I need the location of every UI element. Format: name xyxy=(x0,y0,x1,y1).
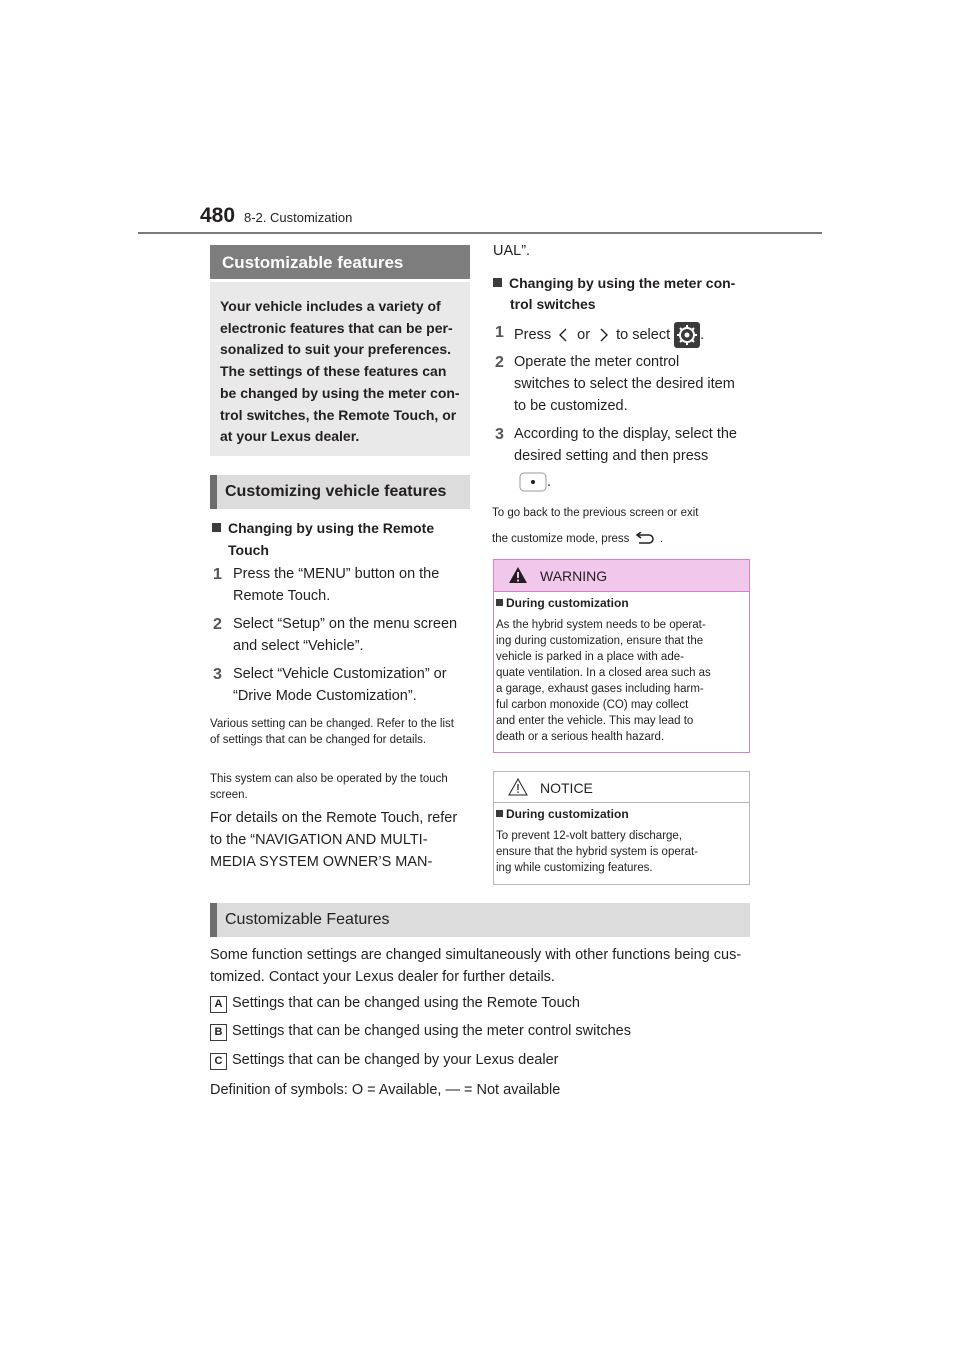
step-text: Select “Vehicle Customization” or xyxy=(233,666,447,682)
tag-c-text: Settings that can be changed by your Lexus dealer xyxy=(232,1052,559,1068)
tag-c: C xyxy=(210,1053,227,1070)
step-number: 2 xyxy=(213,616,222,633)
step-text: desired setting and then press xyxy=(514,448,709,464)
step-number: 1 xyxy=(213,566,222,583)
header-rule xyxy=(138,232,822,234)
step-text: Press or to select . xyxy=(514,322,704,348)
intro-text: Your vehicle includes a variety of electronic features that can be per-sonalized to suit your preferences. The settings of these features can be changed by using the meter con-trol switches, the Remote Touch, or at your Lexus dealer. xyxy=(220,298,460,445)
square-bullet-icon xyxy=(212,523,221,532)
remote-touch-heading: Changing by using the Remote xyxy=(212,517,434,539)
tag-b: B xyxy=(210,1024,227,1041)
note-text: This system can also be operated by the touch screen. xyxy=(210,773,448,801)
step-text: . xyxy=(519,472,551,494)
section-title: Customizable features xyxy=(210,245,470,279)
chevron-right-icon xyxy=(594,327,612,343)
meter-switch-heading-cont: trol switches xyxy=(510,296,596,312)
notice-label: NOTICE xyxy=(540,780,593,796)
symbol-definition: Definition of symbols: O = Available, — = Not available xyxy=(210,1082,561,1098)
step-text: Select “Setup” on the menu screen xyxy=(233,616,458,632)
square-bullet-icon xyxy=(496,599,503,606)
step-text: Remote Touch. xyxy=(233,588,331,604)
notice-triangle-icon xyxy=(508,778,528,796)
step-number: 1 xyxy=(495,324,504,341)
tag-b-text: Settings that can be changed using the meter control switches xyxy=(232,1023,631,1039)
notice-box xyxy=(493,771,750,885)
warning-label: WARNING xyxy=(540,568,608,584)
warning-header xyxy=(494,560,749,592)
step-text: According to the display, select the xyxy=(514,426,737,442)
warning-subheading: During customization xyxy=(496,596,629,610)
body-text: UAL”. xyxy=(493,243,531,259)
body-text: to the “NAVIGATION AND MULTI- xyxy=(210,832,428,848)
page-number: 480 xyxy=(200,204,236,227)
warning-triangle-icon xyxy=(508,566,528,584)
intro-box xyxy=(210,282,470,456)
subsection-title: Customizing vehicle features xyxy=(210,475,470,509)
note-text: To go back to the previous screen or exit xyxy=(492,507,699,519)
step-text: “Drive Mode Customization”. xyxy=(233,688,417,704)
step-text: and select “Vehicle”. xyxy=(233,638,364,654)
step-number: 2 xyxy=(495,354,504,371)
warning-box xyxy=(493,559,750,753)
note-text: the customize mode, press . xyxy=(492,533,664,545)
body-text: tomized. Contact your Lexus dealer for further details. xyxy=(210,969,555,985)
meter-switch-heading: Changing by using the meter con- xyxy=(493,272,735,294)
tag-a: A xyxy=(210,996,227,1013)
step-text: Press the “MENU” button on the xyxy=(233,566,440,582)
notice-text: To prevent 12-volt battery discharge, ensure that the hybrid system is operat- ing while customizing features. xyxy=(496,830,698,874)
body-text: MEDIA SYSTEM OWNER’S MAN- xyxy=(210,854,433,870)
body-text: Some function settings are changed simultaneously with other functions being cus- xyxy=(210,947,742,963)
step-text: to be customized. xyxy=(514,398,628,414)
square-bullet-icon xyxy=(493,278,502,287)
chevron-left-icon xyxy=(555,327,573,343)
customizable-features-title: Customizable Features xyxy=(210,903,750,937)
step-number: 3 xyxy=(495,426,504,443)
tag-a-text: Settings that can be changed using the Remote Touch xyxy=(232,995,580,1011)
square-bullet-icon xyxy=(496,810,503,817)
step-text: switches to select the desired item xyxy=(514,376,735,392)
body-text: For details on the Remote Touch, refer xyxy=(210,810,458,826)
gear-icon xyxy=(674,322,700,348)
notice-subheading: During customization xyxy=(496,807,629,821)
step-text: Operate the meter control xyxy=(514,354,680,370)
remote-touch-heading-cont: Touch xyxy=(228,542,269,558)
note-text: Various setting can be changed. Refer to the list of settings that can be changed for details. xyxy=(210,718,454,746)
step-number: 3 xyxy=(213,666,222,683)
warning-text: As the hybrid system needs to be operat- ing during customization, ensure that the vehicle is parked in a place with ade- quate ventilation. In a closed area such as a garage, exhaust gases including harm- ful carbon monoxide (CO) may collect and enter the vehicle. This may lead to death or a serious health hazard. xyxy=(496,619,711,743)
back-arrow-icon xyxy=(633,532,657,546)
notice-header xyxy=(494,772,749,803)
section-reference: 8-2. Customization xyxy=(244,210,353,225)
enter-button-icon xyxy=(519,472,547,492)
